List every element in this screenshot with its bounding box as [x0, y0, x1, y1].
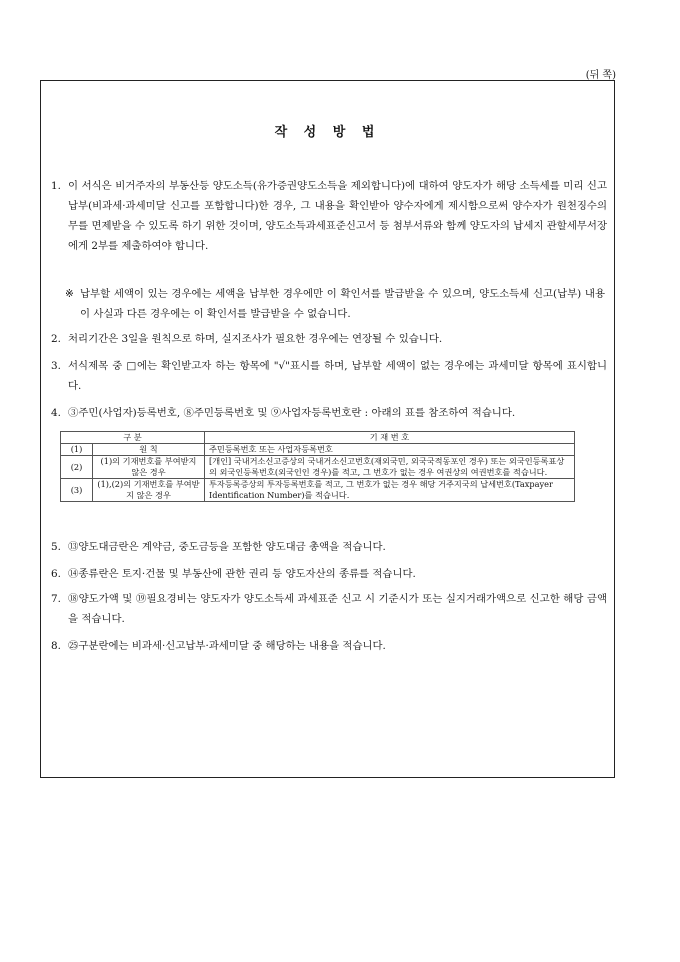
item-number: 2.	[51, 333, 61, 345]
item-text: ③주민(사업자)등록번호, ⑧주민등록번호 및 ⑨사업자등록번호란 : 아래의 표를 참조하여 적습니다.	[68, 407, 516, 419]
item-text: ⑱양도가액 및 ⑲필요경비는 양도자가 양도소득세 과세표준 신고 시 기준시가 또는 실지거래가액으로 신고한 해당 금액을 적습니다.	[68, 593, 607, 625]
row-content: [개인] 국내거소신고증상의 국내거소신고번호(재외국민, 외국국적동포인 경우) 또는 외국인등록표상의 외국인등록번호(외국인인 경우)를 적고, 그 번호가 없는 경우 여권상의 여권번호를 적습니다.	[205, 456, 575, 479]
table-row	[61, 444, 575, 456]
instruction-item-8	[51, 636, 607, 656]
row-number: (1)	[61, 444, 93, 456]
row-number: (3)	[61, 479, 93, 502]
instruction-item-4	[51, 403, 607, 423]
item-number: 6.	[51, 568, 61, 580]
table-header-row	[61, 432, 575, 444]
header-content: 기 재 번 호	[205, 432, 575, 444]
table-row	[61, 479, 575, 502]
instruction-item-1	[51, 176, 607, 256]
note-mark: ※	[65, 288, 74, 300]
item-number: 7.	[51, 593, 61, 605]
item-number: 5.	[51, 541, 61, 553]
item-text: ㉕구분란에는 비과세·신고납부·과세미달 중 해당하는 내용을 적습니다.	[68, 640, 386, 652]
registration-number-table	[60, 431, 575, 502]
row-number: (2)	[61, 456, 93, 479]
page-side-label: (뒤 쪽)	[585, 70, 616, 81]
item-number: 1.	[51, 180, 61, 192]
row-category: (1),(2)의 기재번호를 부여받지 않은 경우	[93, 479, 205, 502]
item-text: 서식제목 중 □에는 확인받고자 하는 항목에 "√"표시를 하며, 납부할 세액이 없는 경우에는 과세미달 항목에 표시합니다.	[68, 360, 607, 392]
item-number: 8.	[51, 640, 61, 652]
item-text: 처리기간은 3일을 원칙으로 하며, 실지조사가 필요한 경우에는 연장될 수 있습니다.	[68, 333, 443, 345]
item-number: 3.	[51, 360, 61, 372]
row-category: (1)의 기재번호를 부여받지 않은 경우	[93, 456, 205, 479]
instruction-item-3	[51, 356, 607, 396]
instruction-item-6	[51, 564, 607, 584]
instructions-frame	[40, 80, 615, 778]
note-text: 납부할 세액이 있는 경우에는 세액을 납부한 경우에만 이 확인서를 발급받을 수 있으며, 양도소득세 신고(납부) 내용이 사실과 다른 경우에는 이 확인서를 발급받을 수 없습니다.	[80, 288, 605, 320]
header-category: 구 분	[61, 432, 205, 444]
instruction-item-7	[51, 589, 607, 629]
item-text: ⑭종류란은 토지·건물 및 부동산에 관한 권리 등 양도자산의 종류를 적습니다.	[68, 568, 416, 580]
table-row	[61, 456, 575, 479]
row-category: 원 칙	[93, 444, 205, 456]
item-text: 이 서식은 비거주자의 부동산등 양도소득(유가증권양도소득을 제외합니다)에 대하여 양도자가 해당 소득세를 미리 신고납부(비과세·과세미달 신고를 포함합니다)한 경우, 그 내용을 확인받아 양수자에게 제시함으로써 양수자가 원천징수의무를 면제받을 수 있도록 하기 위한 것이며, 양도소득과세표준신고서 등 첨부서류와 함께 양도자의 납세지 관할세무서장에게 2부를 제출하여야 합니다.	[68, 180, 607, 252]
item-number: 4.	[51, 407, 61, 419]
row-content: 투자등록증상의 투자등록번호를 적고, 그 번호가 없는 경우 해당 거주지국의 납세번호(Taxpayer Identification Number)를 적습니다.	[205, 479, 575, 502]
instruction-note	[65, 284, 605, 324]
page-title: 작 성 방 법	[274, 125, 381, 140]
row-content: 주민등록번호 또는 사업자등록번호	[205, 444, 575, 456]
instruction-item-5	[51, 537, 607, 557]
instruction-item-2	[51, 329, 607, 349]
item-text: ⑬양도대금란은 계약금, 중도금등을 포함한 양도대금 총액을 적습니다.	[68, 541, 386, 553]
